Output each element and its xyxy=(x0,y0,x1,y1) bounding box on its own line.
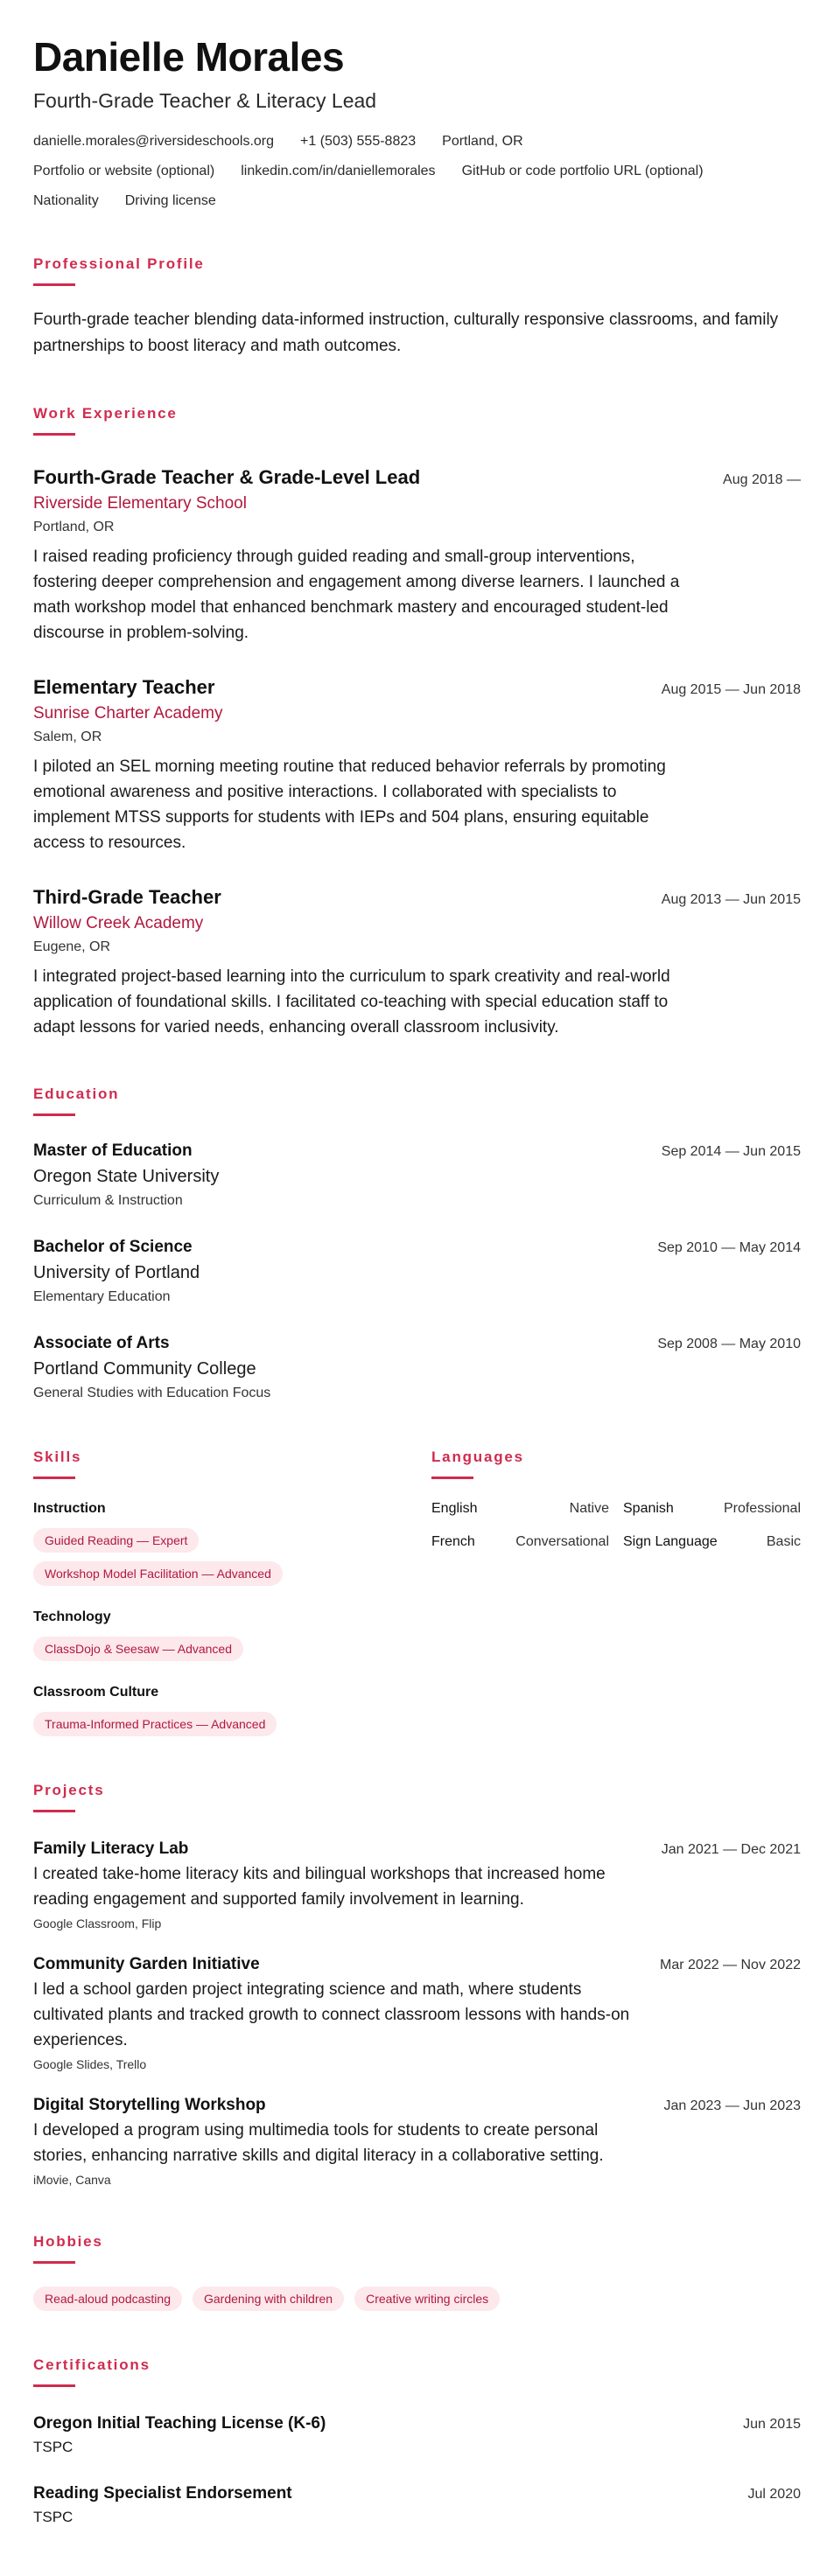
certification-name: Reading Specialist Endorsement xyxy=(33,2484,292,2503)
job-location: Salem, OR xyxy=(33,730,102,744)
contact-row-extra xyxy=(33,192,801,210)
experience-section xyxy=(33,405,801,1040)
language-level: Basic xyxy=(766,1534,801,1549)
education-area: Elementary Education xyxy=(33,1289,171,1304)
candidate-headline: Fourth-Grade Teacher & Literacy Lead xyxy=(33,89,377,112)
job-entry xyxy=(33,675,801,855)
contact-website[interactable]: Portfolio or website (optional) xyxy=(33,164,215,178)
skills-column xyxy=(33,1449,431,1736)
skill-chip: Trauma-Informed Practices — Advanced xyxy=(33,1712,277,1736)
project-entry xyxy=(33,1839,801,1931)
education-school: Oregon State University xyxy=(33,1167,220,1186)
language-level: Conversational xyxy=(515,1534,609,1549)
job-entry xyxy=(33,885,801,1040)
hobbies-section xyxy=(33,2233,801,2311)
hobby-chips xyxy=(33,2286,801,2311)
education-degree: Associate of Arts xyxy=(33,1334,170,1352)
language-name: French xyxy=(431,1534,475,1549)
skill-group-name: Classroom Culture xyxy=(33,1685,159,1700)
skills-languages-section xyxy=(33,1449,801,1736)
education-school: University of Portland xyxy=(33,1263,200,1282)
language-name: English xyxy=(431,1501,478,1516)
skill-group xyxy=(33,1609,431,1661)
job-entry xyxy=(33,465,801,646)
contact-row-primary xyxy=(33,133,801,150)
education-degree: Master of Education xyxy=(33,1141,193,1160)
certification-issuer: TSPC xyxy=(33,2509,74,2525)
job-date: Aug 2015 — Jun 2018 xyxy=(661,682,801,697)
project-description: I led a school garden project integrating science and math, where students cultivated plants and tracked growth to connect classroom lessons with hands-on experiences. xyxy=(33,1980,630,2049)
section-title-profile: Professional Profile xyxy=(33,255,205,272)
resume-header xyxy=(33,33,801,210)
contact-row-links xyxy=(33,163,801,180)
profile-section xyxy=(33,255,801,360)
skill-group-name: Instruction xyxy=(33,1501,106,1516)
project-date: Mar 2022 — Nov 2022 xyxy=(660,1958,801,1972)
education-section xyxy=(33,1086,801,1403)
education-entry xyxy=(33,1333,801,1403)
section-title-projects: Projects xyxy=(33,1782,105,1798)
project-tech: Google Classroom, Flip xyxy=(33,1916,162,1930)
hobby-chip: Creative writing circles xyxy=(354,2286,500,2311)
project-name: Digital Storytelling Workshop xyxy=(33,2096,266,2114)
certification-entry xyxy=(33,2483,801,2527)
language-name: Spanish xyxy=(623,1501,674,1516)
section-divider xyxy=(33,1113,75,1116)
language-item xyxy=(623,1500,801,1518)
section-title-hobbies: Hobbies xyxy=(33,2233,103,2250)
job-title: Elementary Teacher xyxy=(33,676,215,698)
contact-phone[interactable]: +1 (503) 555-8823 xyxy=(300,134,417,149)
section-title-certifications: Certifications xyxy=(33,2356,151,2373)
contact-github[interactable]: GitHub or code portfolio URL (optional) xyxy=(461,164,704,178)
skill-chip: Workshop Model Facilitation — Advanced xyxy=(33,1561,283,1586)
job-company: Willow Creek Academy xyxy=(33,914,204,932)
project-description: I created take-home literacy kits and bilingual workshops that increased home reading engagement and supported family involvement in learning. xyxy=(33,1865,606,1909)
job-date: Aug 2013 — Jun 2015 xyxy=(661,892,801,907)
project-name: Family Literacy Lab xyxy=(33,1840,189,1858)
job-description: I raised reading proficiency through guided reading and small-group interventions, fostering deeper comprehension and engagement among diverse learners. I launched a math workshop model that enhanced benchmark mastery and encouraged student-led discourse in problem-solving. xyxy=(33,548,680,642)
certification-name: Oregon Initial Teaching License (K-6) xyxy=(33,2414,326,2433)
language-item xyxy=(623,1533,801,1551)
education-date: Sep 2008 — May 2010 xyxy=(657,1337,801,1351)
language-name: Sign Language xyxy=(623,1534,718,1549)
certification-issuer: TSPC xyxy=(33,2439,74,2455)
education-entry xyxy=(33,1237,801,1307)
job-title: Fourth-Grade Teacher & Grade-Level Lead xyxy=(33,466,421,488)
job-location: Eugene, OR xyxy=(33,939,111,954)
hobby-chip: Read-aloud podcasting xyxy=(33,2286,182,2311)
section-title-skills: Skills xyxy=(33,1449,82,1465)
education-area: Curriculum & Instruction xyxy=(33,1193,183,1208)
job-location: Portland, OR xyxy=(33,520,115,534)
section-divider xyxy=(33,1476,75,1479)
project-name: Community Garden Initiative xyxy=(33,1955,260,1973)
education-entry xyxy=(33,1141,801,1211)
section-divider xyxy=(33,2261,75,2264)
project-entry xyxy=(33,1954,801,2072)
section-divider xyxy=(33,283,75,286)
projects-section xyxy=(33,1782,801,2188)
project-entry xyxy=(33,2095,801,2188)
education-date: Sep 2014 — Jun 2015 xyxy=(661,1144,801,1159)
certification-entry xyxy=(33,2413,801,2457)
project-tech: iMovie, Canva xyxy=(33,2173,111,2187)
contact-nationality: Nationality xyxy=(33,193,99,208)
hobby-chip: Gardening with children xyxy=(193,2286,344,2311)
languages-grid xyxy=(431,1500,801,1551)
job-date: Aug 2018 — xyxy=(723,472,801,487)
education-degree: Bachelor of Science xyxy=(33,1238,193,1256)
education-date: Sep 2010 — May 2014 xyxy=(657,1240,801,1255)
skill-chip: Guided Reading — Expert xyxy=(33,1528,199,1553)
profile-summary: Fourth-grade teacher blending data-informed instruction, culturally responsive classrooms, and family partnerships to boost literacy and math outcomes. xyxy=(33,311,779,355)
education-area: General Studies with Education Focus xyxy=(33,1386,271,1400)
contact-location: Portland, OR xyxy=(442,134,523,149)
section-divider xyxy=(33,433,75,436)
contact-driving-license: Driving license xyxy=(124,193,216,208)
project-date: Jan 2023 — Jun 2023 xyxy=(663,2098,801,2113)
languages-column xyxy=(431,1449,801,1736)
language-item xyxy=(431,1533,609,1551)
language-item xyxy=(431,1500,609,1518)
job-company: Riverside Elementary School xyxy=(33,494,247,513)
certifications-section xyxy=(33,2356,801,2527)
skill-group-name: Technology xyxy=(33,1609,111,1624)
section-title-education: Education xyxy=(33,1086,120,1102)
section-title-experience: Work Experience xyxy=(33,405,178,422)
certification-date: Jul 2020 xyxy=(747,2487,801,2502)
language-level: Native xyxy=(569,1501,609,1516)
section-title-languages: Languages xyxy=(431,1449,524,1465)
job-title: Third-Grade Teacher xyxy=(33,886,221,908)
skill-group xyxy=(33,1500,431,1586)
language-level: Professional xyxy=(723,1501,801,1516)
contact-linkedin[interactable]: linkedin.com/in/daniellemorales xyxy=(241,164,436,178)
education-school: Portland Community College xyxy=(33,1359,256,1379)
job-company: Sunrise Charter Academy xyxy=(33,704,223,723)
section-divider xyxy=(431,1476,473,1479)
job-description: I integrated project-based learning into the curriculum to spark creativity and real-world application of foundational skills. I facilitated co-teaching with special education staff to adapt lessons for varied needs, enhancing overall classroom inclusivity. xyxy=(33,967,670,1037)
project-tech: Google Slides, Trello xyxy=(33,2057,147,2071)
project-date: Jan 2021 — Dec 2021 xyxy=(661,1842,801,1857)
candidate-name: Danielle Morales xyxy=(33,34,345,80)
section-divider xyxy=(33,1810,75,1812)
certification-date: Jun 2015 xyxy=(743,2417,801,2432)
contact-email[interactable]: danielle.morales@riversideschools.org xyxy=(33,134,275,149)
section-divider xyxy=(33,2384,75,2387)
job-description: I piloted an SEL morning meeting routine that reduced behavior referrals by promoting emotional awareness and positive interactions. I collaborated with specialists to implement MTSS supports for students with IEPs and 504 plans, ensuring equitable access to resources. xyxy=(33,757,666,852)
skill-chip: ClassDojo & Seesaw — Advanced xyxy=(33,1637,243,1661)
skill-group xyxy=(33,1684,431,1736)
project-description: I developed a program using multimedia tools for students to create personal stories, enhancing narrative skills and digital literacy in a collaborative setting. xyxy=(33,2121,604,2165)
